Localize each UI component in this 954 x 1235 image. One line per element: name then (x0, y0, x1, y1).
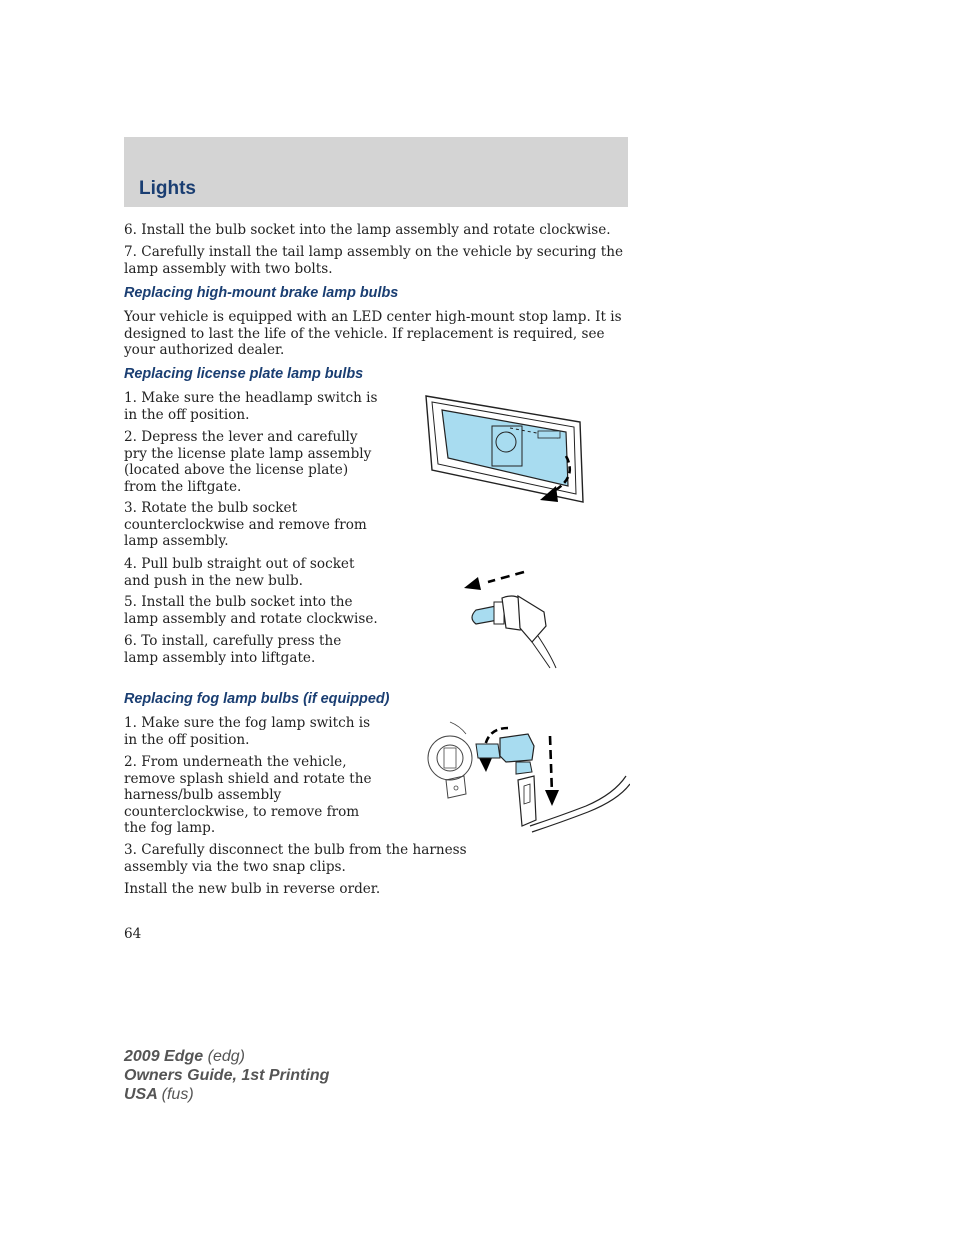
high-mount-body: Your vehicle is equipped with an LED center high-mount stop lamp. It is designed to last the life of the vehicle. If replacement is required, see your authorized dealer. (124, 309, 622, 359)
license-step-4: 4. Pull bulb straight out of socket and push in the new bulb. (124, 556, 355, 589)
intro-step-7: 7. Carefully install the tail lamp assembly on the vehicle by securing the lamp assembly with two bolts. (124, 244, 624, 277)
footer-region: USA (124, 1086, 158, 1103)
footer-guide: Owners Guide, 1st Printing (124, 1067, 330, 1084)
fog-step-3: 3. Carefully disconnect the bulb from the harness assembly via the two snap clips. (124, 842, 467, 875)
high-mount-heading: Replacing high-mount brake lamp bulbs (124, 285, 399, 301)
footer-model-line (124, 1047, 329, 1066)
footer-model-code: (edg) (207, 1048, 245, 1065)
bulb-socket-figure (458, 566, 568, 670)
license-step-1: 1. Make sure the headlamp switch is in the off position. (124, 390, 378, 423)
intro-step-6: 6. Install the bulb socket into the lamp assembly and rotate clockwise. (124, 222, 611, 238)
header-band (124, 137, 628, 207)
section-title: Lights (139, 178, 196, 199)
footer-region-line (124, 1085, 329, 1104)
license-step-3: 3. Rotate the bulb socket counterclockwise and remove from lamp assembly. (124, 500, 367, 550)
fog-step-1: 1. Make sure the fog lamp switch is in the off position. (124, 715, 371, 748)
fog-lamp-bulb-figure (420, 714, 630, 838)
license-plate-heading: Replacing license plate lamp bulbs (124, 366, 364, 382)
footer-region-code: (fus) (161, 1086, 194, 1103)
fog-step-2: 2. From underneath the vehicle, remove splash shield and rotate the harness/bulb assembly counterclockwise, to remove from the fog lamp. (124, 754, 372, 837)
license-lamp-assembly-figure (420, 390, 590, 508)
license-step-2: 2. Depress the lever and carefully pry the license plate lamp assembly (located above the license plate) from the liftgate. (124, 429, 372, 495)
license-step-6: 6. To install, carefully press the lamp assembly into liftgate. (124, 633, 342, 666)
footer-model: 2009 Edge (124, 1048, 204, 1065)
fog-closing: Install the new bulb in reverse order. (124, 881, 381, 897)
page-number: 64 (124, 926, 142, 942)
license-step-5: 5. Install the bulb socket into the lamp assembly and rotate clockwise. (124, 594, 378, 627)
footer (124, 1047, 329, 1104)
fog-lamp-heading: Replacing fog lamp bulbs (if equipped) (124, 691, 390, 707)
